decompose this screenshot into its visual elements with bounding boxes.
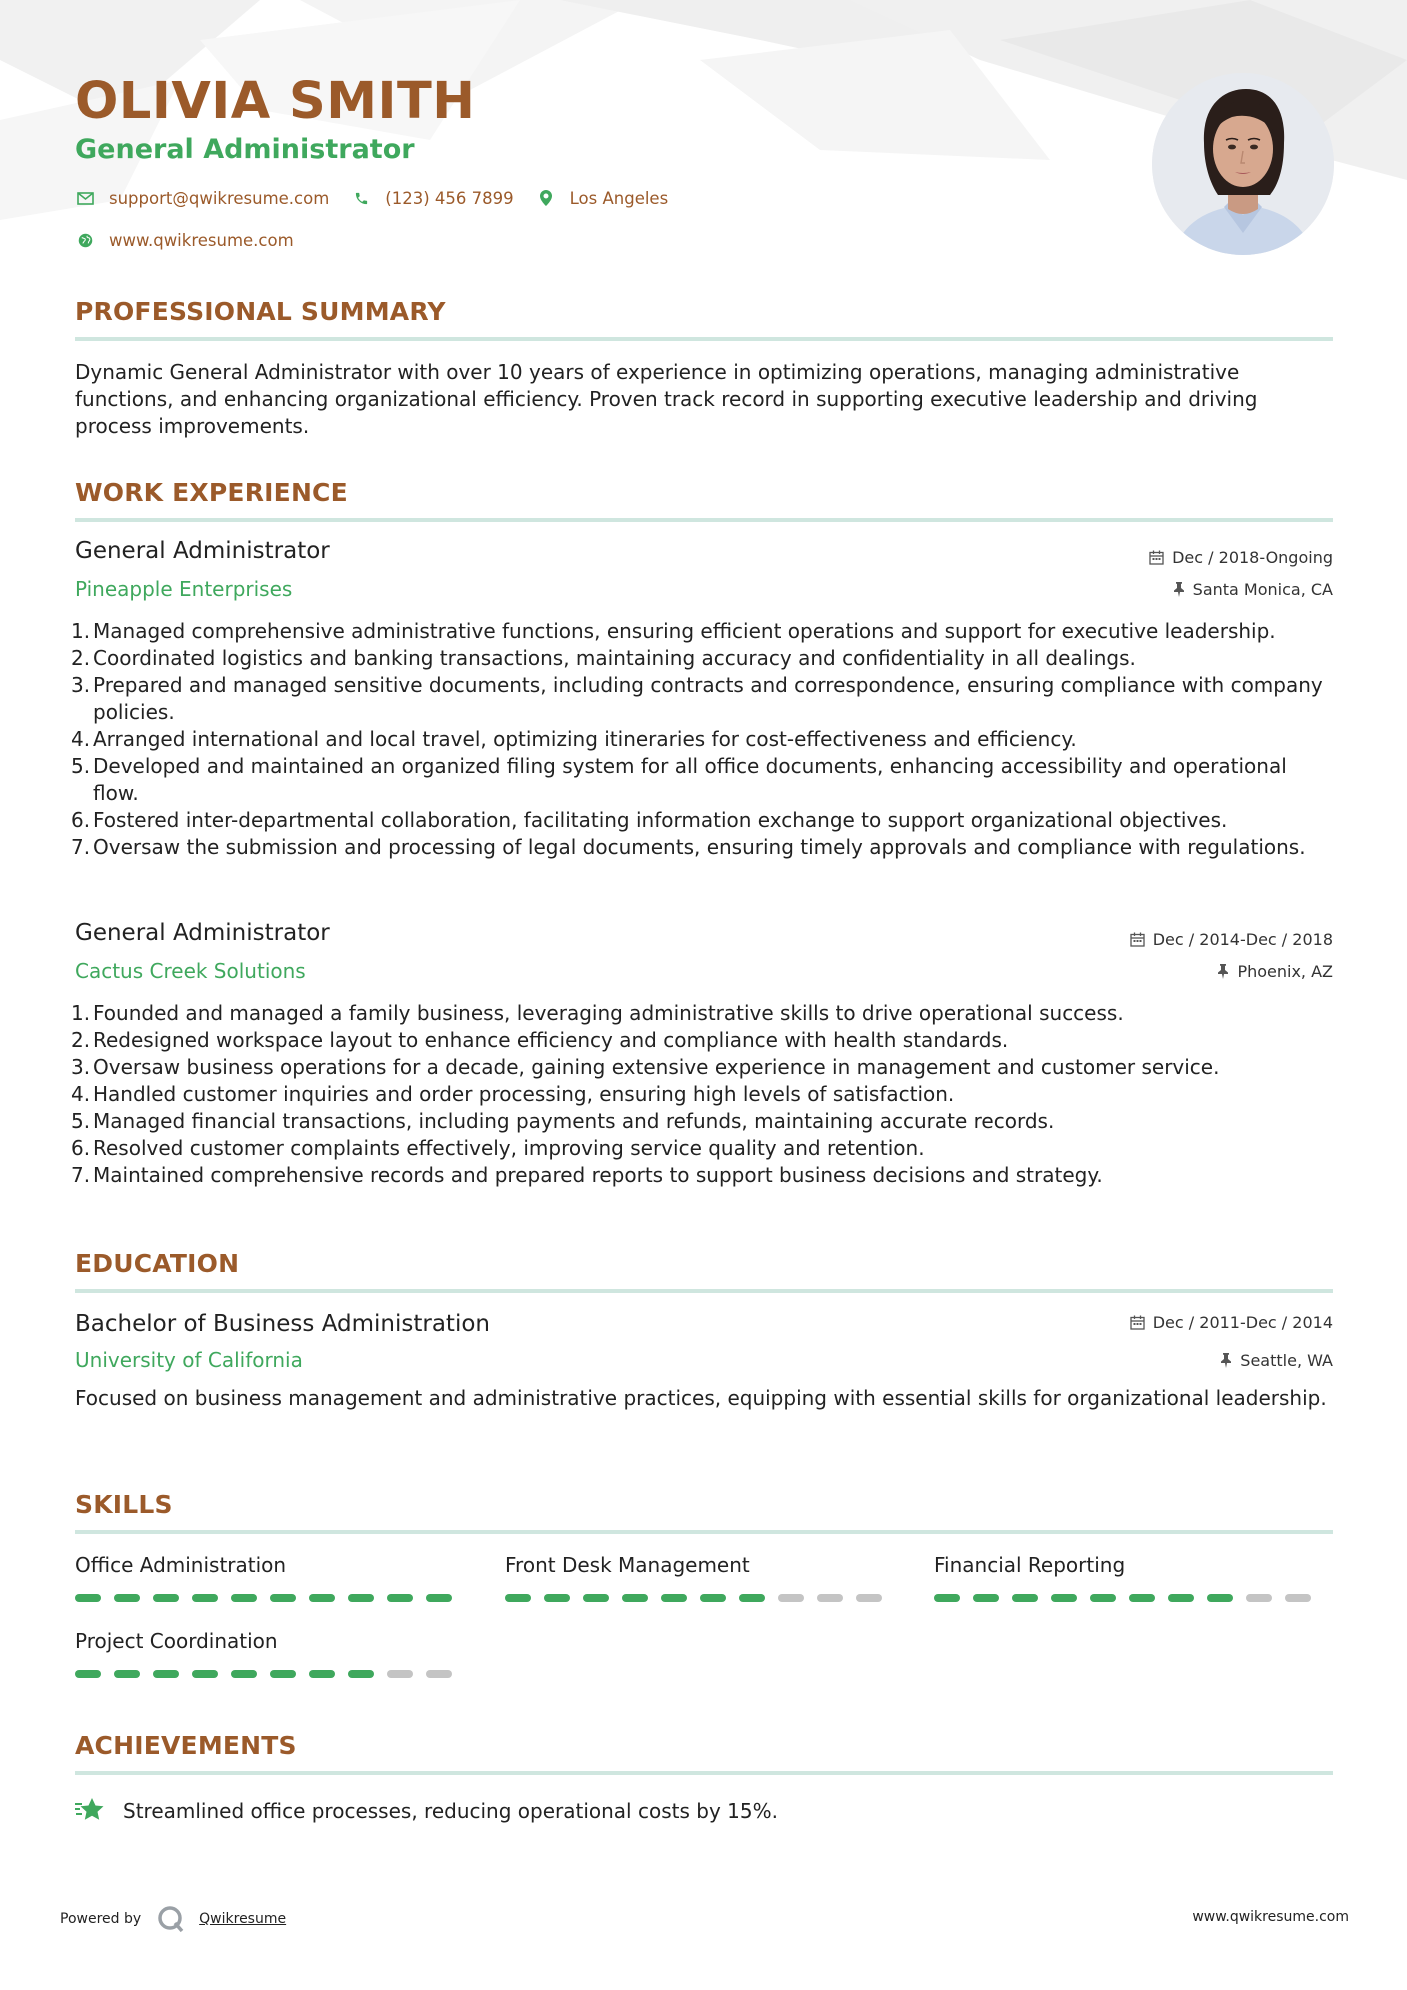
- skill-level-empty-dash: [426, 1670, 452, 1678]
- skill-level-filled-dash: [583, 1594, 609, 1602]
- job-location-text: Santa Monica, CA: [1192, 580, 1333, 599]
- experience-heading: WORK EXPERIENCE: [75, 478, 348, 507]
- job-company: Pineapple Enterprises: [75, 577, 293, 601]
- pushpin-icon: [1217, 964, 1229, 979]
- skill-level-filled-dash: [1129, 1594, 1155, 1602]
- education-heading: EDUCATION: [75, 1249, 240, 1278]
- star-icon: [75, 1796, 107, 1826]
- list-item: 4. Handled customer inquiries and order processing, ensuring high levels of satisfaction.: [71, 1082, 955, 1106]
- skill-level-filled-dash: [700, 1594, 726, 1602]
- skill-level-filled-dash: [739, 1594, 765, 1602]
- skill-level-filled-dash: [192, 1594, 218, 1602]
- education-location: [1220, 1351, 1333, 1370]
- skill-level-bar: [75, 1669, 455, 1679]
- skill-level-filled-dash: [544, 1594, 570, 1602]
- skill-item: [75, 1553, 455, 1577]
- list-item: 7. Oversaw the submission and processing of legal documents, ensuring timely approvals and compliance with regulations.: [71, 835, 1306, 859]
- qwikresume-link[interactable]: Qwikresume: [199, 1911, 287, 1927]
- education-school: University of California: [75, 1348, 303, 1372]
- contact-email[interactable]: [75, 188, 329, 208]
- pushpin-icon: [1173, 582, 1185, 597]
- skill-level-filled-dash: [153, 1670, 179, 1678]
- email-text: support@qwikresume.com: [109, 188, 330, 208]
- skill-name: Front Desk Management: [505, 1553, 750, 1577]
- skill-level-empty-dash: [1246, 1594, 1272, 1602]
- job-company: Cactus Creek Solutions: [75, 959, 306, 983]
- contact-website[interactable]: [75, 230, 294, 250]
- education-degree: Bachelor of Business Administration: [75, 1311, 490, 1337]
- job-role: General Administrator: [75, 538, 330, 564]
- job-dates: [1130, 930, 1333, 949]
- skill-level-empty-dash: [1285, 1594, 1311, 1602]
- globe-icon: [75, 230, 95, 250]
- envelope-icon: [75, 188, 95, 208]
- list-item: 4. Arranged international and local travel, optimizing itineraries for cost-effectiveness and efficiency.: [71, 727, 1077, 751]
- skill-name: Office Administration: [75, 1553, 287, 1577]
- list-item: 2. Redesigned workspace layout to enhance efficiency and compliance with health standards.: [71, 1028, 1009, 1052]
- job-dates-text: Dec / 2018-Ongoing: [1172, 548, 1333, 567]
- summary-text: Dynamic General Administrator with over 10 years of experience in optimizing operations, managing administrative functions, and enhancing organizational efficiency. Proven track record in supporting executive leadership and driving process improvements.: [75, 360, 1258, 438]
- website-text: www.qwikresume.com: [109, 230, 294, 250]
- skill-level-filled-dash: [153, 1594, 179, 1602]
- calendar-icon: [1149, 550, 1164, 565]
- skill-name: Financial Reporting: [934, 1553, 1126, 1577]
- skill-level-filled-dash: [1012, 1594, 1038, 1602]
- list-item: 1. Founded and managed a family business, leveraging administrative skills to drive operational success.: [71, 1001, 1124, 1025]
- list-item: 1. Managed comprehensive administrative functions, ensuring efficient operations and support for executive leadership.: [71, 619, 1276, 643]
- qwikresume-logo-icon: [157, 1905, 185, 1933]
- skill-level-empty-dash: [817, 1594, 843, 1602]
- phone-text: (123) 456 7899: [385, 188, 514, 208]
- profile-photo: [1152, 73, 1334, 255]
- skill-level-bar: [75, 1593, 455, 1603]
- achievement-item: [75, 1796, 778, 1826]
- footer-url[interactable]: www.qwikresume.com: [1192, 1909, 1349, 1925]
- job-role: General Administrator: [75, 920, 330, 946]
- contact-location: [536, 188, 669, 208]
- job-location: [1173, 580, 1333, 599]
- education-dates-text: Dec / 2011-Dec / 2014: [1152, 1313, 1333, 1332]
- calendar-icon: [1130, 1315, 1145, 1330]
- pushpin-icon: [1220, 1353, 1232, 1368]
- skill-level-filled-dash: [114, 1594, 140, 1602]
- candidate-title: General Administrator: [75, 134, 415, 165]
- skill-level-filled-dash: [661, 1594, 687, 1602]
- powered-by: [60, 1905, 286, 1933]
- list-item: 3. Oversaw business operations for a decade, gaining extensive experience in management and customer service.: [71, 1055, 1220, 1079]
- skill-level-filled-dash: [270, 1594, 296, 1602]
- skill-level-filled-dash: [231, 1594, 257, 1602]
- job-bullets: [71, 618, 1333, 861]
- skill-level-filled-dash: [192, 1670, 218, 1678]
- achievements-heading: ACHIEVEMENTS: [75, 1731, 297, 1760]
- skill-level-bar: [934, 1593, 1314, 1603]
- job-dates-text: Dec / 2014-Dec / 2018: [1152, 930, 1333, 949]
- skills-heading: SKILLS: [75, 1490, 173, 1519]
- education-dates: [1130, 1313, 1333, 1332]
- skill-level-filled-dash: [622, 1594, 648, 1602]
- skill-level-filled-dash: [505, 1594, 531, 1602]
- skill-level-filled-dash: [270, 1670, 296, 1678]
- skill-level-filled-dash: [75, 1594, 101, 1602]
- list-item: 3. Prepared and managed sensitive documents, including contracts and correspondence, ensuring compliance with company policies.: [71, 673, 1323, 724]
- education-divider: [75, 1289, 1333, 1293]
- skill-name: Project Coordination: [75, 1629, 278, 1653]
- skill-level-filled-dash: [1207, 1594, 1233, 1602]
- job-bullets: [71, 1000, 1333, 1189]
- skill-level-bar: [505, 1593, 885, 1603]
- job-location: [1217, 962, 1333, 981]
- skill-level-filled-dash: [348, 1594, 374, 1602]
- job-location-text: Phoenix, AZ: [1237, 962, 1333, 981]
- skill-level-empty-dash: [856, 1594, 882, 1602]
- skill-level-filled-dash: [426, 1594, 452, 1602]
- powered-by-label: Powered by: [60, 1911, 142, 1927]
- page-footer: [0, 1900, 1407, 1940]
- skill-item: [505, 1553, 885, 1577]
- skill-level-filled-dash: [1090, 1594, 1116, 1602]
- skill-level-filled-dash: [309, 1594, 335, 1602]
- skill-level-filled-dash: [934, 1594, 960, 1602]
- list-item: 7. Maintained comprehensive records and prepared reports to support business decisions and strategy.: [71, 1163, 1103, 1187]
- skills-divider: [75, 1530, 1333, 1534]
- skill-level-empty-dash: [387, 1670, 413, 1678]
- list-item: 6. Fostered inter-departmental collaboration, facilitating information exchange to support organizational objectives.: [71, 808, 1228, 832]
- skill-level-filled-dash: [973, 1594, 999, 1602]
- skill-level-filled-dash: [75, 1670, 101, 1678]
- summary-divider: [75, 337, 1333, 341]
- list-item: 6. Resolved customer complaints effectively, improving service quality and retention.: [71, 1136, 925, 1160]
- achievements-divider: [75, 1771, 1333, 1775]
- skill-level-filled-dash: [309, 1670, 335, 1678]
- education-location-text: Seattle, WA: [1240, 1351, 1333, 1370]
- list-item: 5. Managed financial transactions, including payments and refunds, maintaining accurate records.: [71, 1109, 1055, 1133]
- list-item: 5. Developed and maintained an organized filing system for all office documents, enhancing accessibility and operational flow.: [71, 754, 1287, 805]
- list-item: 2. Coordinated logistics and banking transactions, maintaining accuracy and confidentiality in all dealings.: [71, 646, 1136, 670]
- skill-level-filled-dash: [114, 1670, 140, 1678]
- skill-level-empty-dash: [778, 1594, 804, 1602]
- contact-row: [75, 188, 690, 208]
- calendar-icon: [1130, 932, 1145, 947]
- achievement-text: Streamlined office processes, reducing operational costs by 15%.: [123, 1799, 778, 1823]
- experience-divider: [75, 518, 1333, 522]
- location-text: Los Angeles: [569, 188, 669, 208]
- summary-heading: PROFESSIONAL SUMMARY: [75, 297, 446, 326]
- education-description: Focused on business management and administrative practices, equipping with essential skills for organizational leadership.: [75, 1386, 1327, 1410]
- contact-phone[interactable]: [351, 188, 513, 208]
- map-pin-icon: [536, 188, 556, 208]
- skill-level-filled-dash: [1051, 1594, 1077, 1602]
- skill-item: [934, 1553, 1314, 1577]
- candidate-name: OLIVIA SMITH: [75, 72, 476, 131]
- skill-level-filled-dash: [387, 1594, 413, 1602]
- contact-row-web: [75, 230, 316, 250]
- phone-icon: [351, 188, 371, 208]
- skill-item: [75, 1629, 455, 1653]
- skill-level-filled-dash: [1168, 1594, 1194, 1602]
- job-dates: [1149, 548, 1333, 567]
- skill-level-filled-dash: [231, 1670, 257, 1678]
- skill-level-filled-dash: [348, 1670, 374, 1678]
